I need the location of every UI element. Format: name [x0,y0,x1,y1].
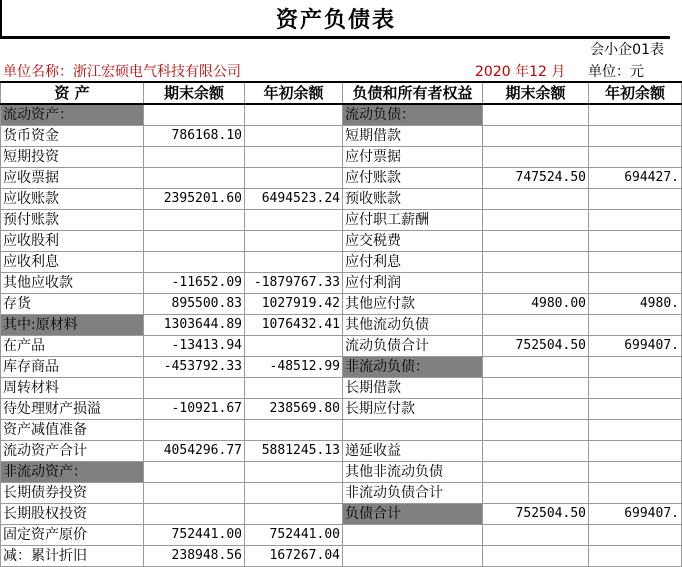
liability-item-cell[interactable]: 短期借款 [343,126,483,147]
table-row [1,147,682,168]
asset-item-cell[interactable]: 流动资产合计 [1,441,144,462]
asset-end-balance-cell[interactable] [144,462,245,483]
table-row [1,420,682,441]
liability-end-balance-cell[interactable] [483,441,589,462]
asset-item-cell[interactable]: 待处理财产损溢 [1,399,144,420]
liability-end-balance-cell[interactable] [483,273,589,294]
table-row [1,104,682,126]
liability-begin-balance-cell[interactable] [589,126,682,147]
asset-item-cell[interactable]: 其他应收款 [1,273,144,294]
asset-end-balance-cell[interactable] [144,378,245,399]
liability-begin-balance-cell[interactable]: 699407. [589,504,682,525]
asset-end-balance-cell[interactable]: 895500.83 [144,294,245,315]
asset-begin-balance-cell[interactable]: 1076432.41 [245,315,343,336]
table-row [1,462,682,483]
asset-begin-balance-cell[interactable] [245,147,343,168]
liability-begin-balance-cell[interactable] [589,252,682,273]
liability-item-cell[interactable]: 应付利润 [343,273,483,294]
header-begin-balance[interactable]: 年初余额 [245,82,343,104]
asset-begin-balance-cell[interactable]: 1027919.42 [245,294,343,315]
table-row [1,525,682,546]
asset-item-cell[interactable]: 短期投资 [1,147,144,168]
asset-begin-balance-cell[interactable] [245,104,343,126]
asset-begin-balance-cell[interactable] [245,231,343,252]
form-code: 会小企01表 [590,42,664,58]
balance-sheet-table [0,81,682,567]
liability-item-cell[interactable]: 递延收益 [343,441,483,462]
header-begin-balance[interactable]: 年初余额 [589,82,682,104]
asset-end-balance-cell[interactable]: 2395201.60 [144,189,245,210]
liability-begin-balance-cell[interactable]: 694427. [589,168,682,189]
asset-item-cell[interactable]: 其中:原材料 [1,315,144,336]
asset-end-balance-cell[interactable] [144,231,245,252]
asset-end-balance-cell[interactable] [144,420,245,441]
asset-end-balance-cell[interactable] [144,104,245,126]
liability-item-cell[interactable]: 非流动负债： [343,357,483,378]
asset-begin-balance-cell[interactable] [245,483,343,504]
asset-begin-balance-cell[interactable] [245,504,343,525]
liability-end-balance-cell[interactable] [483,546,589,567]
asset-begin-balance-cell[interactable] [245,378,343,399]
currency-unit: 单位：元 [588,64,644,80]
asset-end-balance-cell[interactable]: 238948.56 [144,546,245,567]
table-row [1,357,682,378]
table-row [1,273,682,294]
asset-item-cell[interactable]: 长期债券投资 [1,483,144,504]
asset-item-cell[interactable]: 固定资产原价 [1,525,144,546]
asset-end-balance-cell[interactable]: -453792.33 [144,357,245,378]
liability-begin-balance-cell[interactable] [589,210,682,231]
liability-end-balance-cell[interactable] [483,462,589,483]
liability-end-balance-cell[interactable] [483,126,589,147]
liability-item-cell[interactable]: 流动负债： [343,104,483,126]
table-row [1,378,682,399]
asset-begin-balance-cell[interactable] [245,126,343,147]
liability-item-cell[interactable]: 应付账款 [343,168,483,189]
liability-item-cell[interactable]: 负债合计 [343,504,483,525]
liability-begin-balance-cell[interactable] [589,231,682,252]
company-name: 单位名称：浙江宏硕电气科技有限公司 [3,64,241,80]
asset-begin-balance-cell[interactable] [245,210,343,231]
liability-item-cell[interactable]: 流动负债合计 [343,336,483,357]
liability-item-cell[interactable]: 预收账款 [343,189,483,210]
liability-end-balance-cell[interactable] [483,147,589,168]
table-row [1,231,682,252]
liability-end-balance-cell[interactable]: 752504.50 [483,504,589,525]
liability-item-cell[interactable] [343,525,483,546]
liability-begin-balance-cell[interactable] [589,525,682,546]
asset-item-cell[interactable]: 存货 [1,294,144,315]
liability-end-balance-cell[interactable] [483,525,589,546]
table-row [1,294,682,315]
liability-end-balance-cell[interactable]: 752504.50 [483,336,589,357]
liability-item-cell[interactable]: 非流动负债合计 [343,483,483,504]
liability-item-cell[interactable] [343,546,483,567]
liability-item-cell[interactable]: 长期借款 [343,378,483,399]
header-assets[interactable]: 资 产 [1,82,144,104]
liability-end-balance-cell[interactable] [483,231,589,252]
liability-end-balance-cell[interactable] [483,252,589,273]
table-row [1,336,682,357]
asset-item-cell[interactable]: 应收票据 [1,168,144,189]
asset-end-balance-cell[interactable] [144,147,245,168]
table-row [1,126,682,147]
liability-begin-balance-cell[interactable]: 699407. [589,336,682,357]
header-row [1,82,682,104]
asset-end-balance-cell[interactable]: -10921.67 [144,399,245,420]
report-title: 资产负债表 [0,0,670,39]
table-row [1,315,682,336]
header-liabilities-equity[interactable]: 负债和所有者权益 [343,82,483,104]
table-row [1,483,682,504]
liability-item-cell[interactable]: 其他流动负债 [343,315,483,336]
liability-begin-balance-cell[interactable] [589,399,682,420]
report-period: 2020 年12 月 [475,64,566,80]
liability-end-balance-cell[interactable] [483,378,589,399]
liability-end-balance-cell[interactable] [483,189,589,210]
liability-begin-balance-cell[interactable] [589,273,682,294]
liability-begin-balance-cell[interactable] [589,104,682,126]
asset-end-balance-cell[interactable] [144,504,245,525]
asset-end-balance-cell[interactable]: 1303644.89 [144,315,245,336]
asset-item-cell[interactable]: 预付账款 [1,210,144,231]
asset-item-cell[interactable]: 长期股权投资 [1,504,144,525]
asset-end-balance-cell[interactable]: -11652.09 [144,273,245,294]
liability-end-balance-cell[interactable]: 4980.00 [483,294,589,315]
liability-begin-balance-cell[interactable] [589,315,682,336]
asset-item-cell[interactable]: 货币资金 [1,126,144,147]
liability-item-cell[interactable]: 应付票据 [343,147,483,168]
liability-end-balance-cell[interactable] [483,420,589,441]
asset-end-balance-cell[interactable]: -13413.94 [144,336,245,357]
liability-item-cell[interactable] [343,420,483,441]
liability-end-balance-cell[interactable] [483,210,589,231]
liability-begin-balance-cell[interactable] [589,189,682,210]
table-row [1,168,682,189]
liability-end-balance-cell[interactable] [483,483,589,504]
liability-item-cell[interactable]: 长期应付款 [343,399,483,420]
liability-end-balance-cell[interactable] [483,315,589,336]
table-row [1,504,682,525]
table-row [1,189,682,210]
asset-item-cell[interactable]: 周转材料 [1,378,144,399]
asset-item-cell[interactable]: 在产品 [1,336,144,357]
header-end-balance[interactable]: 期末余额 [144,82,245,104]
table-row [1,546,682,567]
liability-begin-balance-cell[interactable] [589,441,682,462]
header-end-balance[interactable]: 期末余额 [483,82,589,104]
liability-item-cell[interactable]: 应付利息 [343,252,483,273]
liability-item-cell[interactable]: 其他应付款 [343,294,483,315]
liability-end-balance-cell[interactable] [483,399,589,420]
asset-item-cell[interactable]: 库存商品 [1,357,144,378]
asset-begin-balance-cell[interactable] [245,462,343,483]
asset-begin-balance-cell[interactable]: 238569.80 [245,399,343,420]
table-row [1,441,682,462]
table-row [1,399,682,420]
asset-item-cell[interactable]: 应收股利 [1,231,144,252]
table-row [1,210,682,231]
asset-end-balance-cell[interactable] [144,210,245,231]
liability-item-cell[interactable]: 其他非流动负债 [343,462,483,483]
asset-end-balance-cell[interactable] [144,483,245,504]
asset-item-cell[interactable]: 减：累计折旧 [1,546,144,567]
liability-begin-balance-cell[interactable] [589,147,682,168]
asset-end-balance-cell[interactable] [144,252,245,273]
asset-end-balance-cell[interactable]: 752441.00 [144,525,245,546]
asset-begin-balance-cell[interactable] [245,420,343,441]
asset-end-balance-cell[interactable] [144,168,245,189]
asset-begin-balance-cell[interactable]: 5881245.13 [245,441,343,462]
liability-item-cell[interactable]: 应交税费 [343,231,483,252]
asset-begin-balance-cell[interactable]: 6494523.24 [245,189,343,210]
asset-item-cell[interactable]: 应收利息 [1,252,144,273]
liability-end-balance-cell[interactable] [483,104,589,126]
table-row [1,252,682,273]
liability-end-balance-cell[interactable] [483,357,589,378]
asset-item-cell[interactable]: 流动资产： [1,104,144,126]
liability-item-cell[interactable]: 应付职工薪酬 [343,210,483,231]
asset-end-balance-cell[interactable]: 4054296.77 [144,441,245,462]
asset-item-cell[interactable]: 应收账款 [1,189,144,210]
liability-end-balance-cell[interactable]: 747524.50 [483,168,589,189]
asset-begin-balance-cell[interactable]: -1879767.33 [245,273,343,294]
liability-begin-balance-cell[interactable] [589,462,682,483]
asset-item-cell[interactable]: 资产减值准备 [1,420,144,441]
liability-begin-balance-cell[interactable] [589,378,682,399]
asset-begin-balance-cell[interactable] [245,252,343,273]
asset-end-balance-cell[interactable]: 786168.10 [144,126,245,147]
liability-begin-balance-cell[interactable]: 4980. [589,294,682,315]
asset-begin-balance-cell[interactable] [245,168,343,189]
liability-begin-balance-cell[interactable] [589,420,682,441]
liability-begin-balance-cell[interactable] [589,546,682,567]
asset-item-cell[interactable]: 非流动资产： [1,462,144,483]
liability-begin-balance-cell[interactable] [589,357,682,378]
liability-begin-balance-cell[interactable] [589,483,682,504]
asset-begin-balance-cell[interactable] [245,336,343,357]
asset-begin-balance-cell[interactable]: 752441.00 [245,525,343,546]
asset-begin-balance-cell[interactable]: -48512.99 [245,357,343,378]
asset-begin-balance-cell[interactable]: 167267.04 [245,546,343,567]
